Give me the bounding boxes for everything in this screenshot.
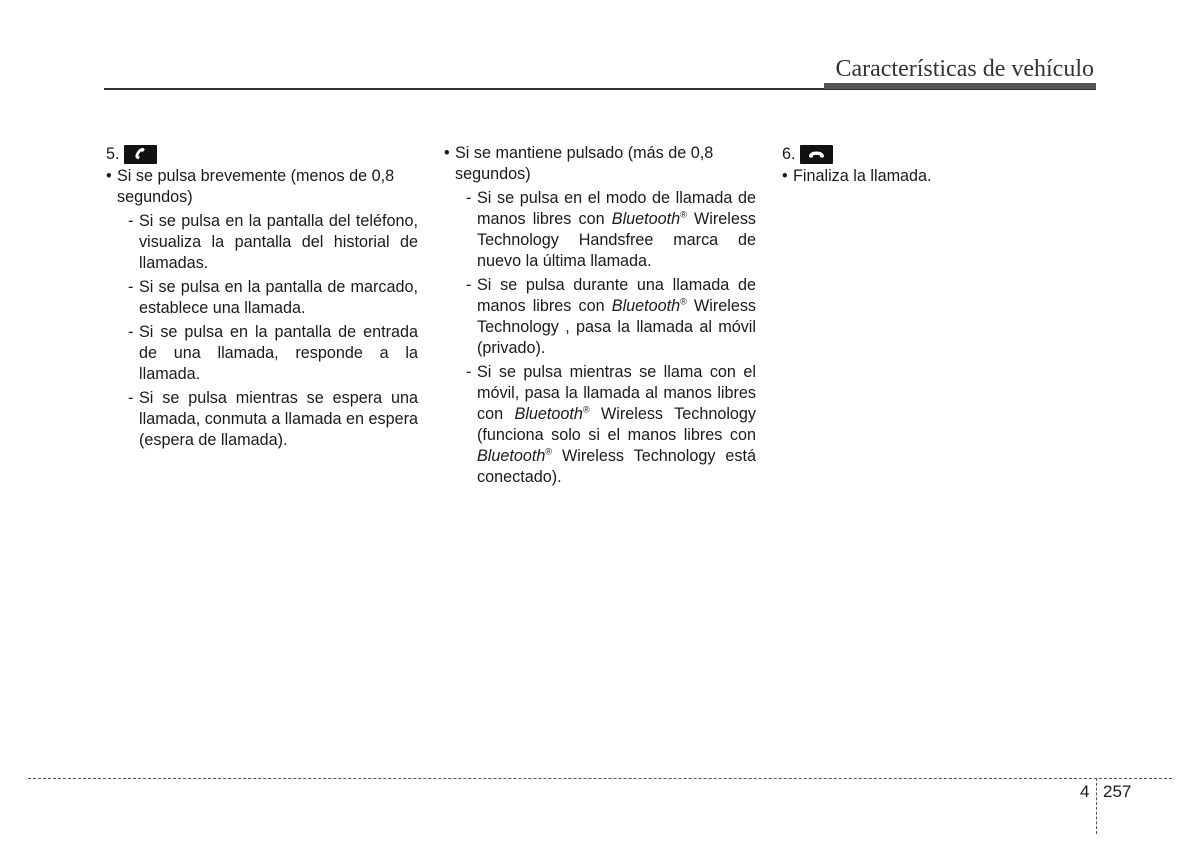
- item-6-heading: [782, 143, 1094, 165]
- page-number: 257: [1103, 782, 1132, 801]
- column-1: [106, 143, 418, 451]
- column-3: [782, 143, 1094, 187]
- footer-divider: [1096, 778, 1097, 834]
- page-title: Características de vehículo: [835, 56, 1094, 82]
- phone-hangup-icon: [800, 145, 833, 164]
- phone-call-icon: [124, 145, 157, 164]
- list-item: - Si se pulsa en la pantalla de entrada de una llamada, responde a la llamada.: [128, 323, 418, 383]
- footer-rule: [28, 778, 1172, 779]
- list-item: - Si se pulsa mientras se llama con el móvil, pasa la llamada al manos libres con Bluetooth® Wireless Technology (funciona solo si el manos libres con Bluetooth® Wireless Technology está conectado).: [466, 363, 757, 486]
- bullet-short-press: • Si se pulsa brevemente (menos de 0,8 segundos): [106, 167, 395, 206]
- section-number: 4: [1080, 782, 1090, 801]
- header-rule-accent: [824, 83, 1096, 89]
- list-item: - Si se pulsa en la pantalla del teléfono, visualiza la pantalla del historial de llamadas.: [128, 212, 418, 272]
- item-number: 5.: [106, 144, 120, 163]
- item-5-heading: [106, 143, 418, 165]
- list-item: - Si se pulsa en la pantalla de marcado, establece una llamada.: [128, 278, 418, 317]
- list-item: - Si se pulsa en el modo de llamada de manos libres con Bluetooth® Wireless Technology Handsfree marca de nuevo la última llamada.: [466, 189, 757, 270]
- list-item: - Si se pulsa durante una llamada de manos libres con Bluetooth® Wireless Technology , pasa la llamada al móvil (privado).: [466, 276, 757, 357]
- item-number: 6.: [782, 144, 796, 163]
- bullet-end-call: • Finaliza la llamada.: [782, 167, 932, 185]
- list-item: - Si se pulsa mientras se espera una llamada, conmuta a llamada en espera (espera de llamada).: [128, 389, 418, 449]
- column-2: [444, 143, 756, 488]
- bullet-long-press: • Si se mantiene pulsado (más de 0,8 segundos): [444, 144, 714, 183]
